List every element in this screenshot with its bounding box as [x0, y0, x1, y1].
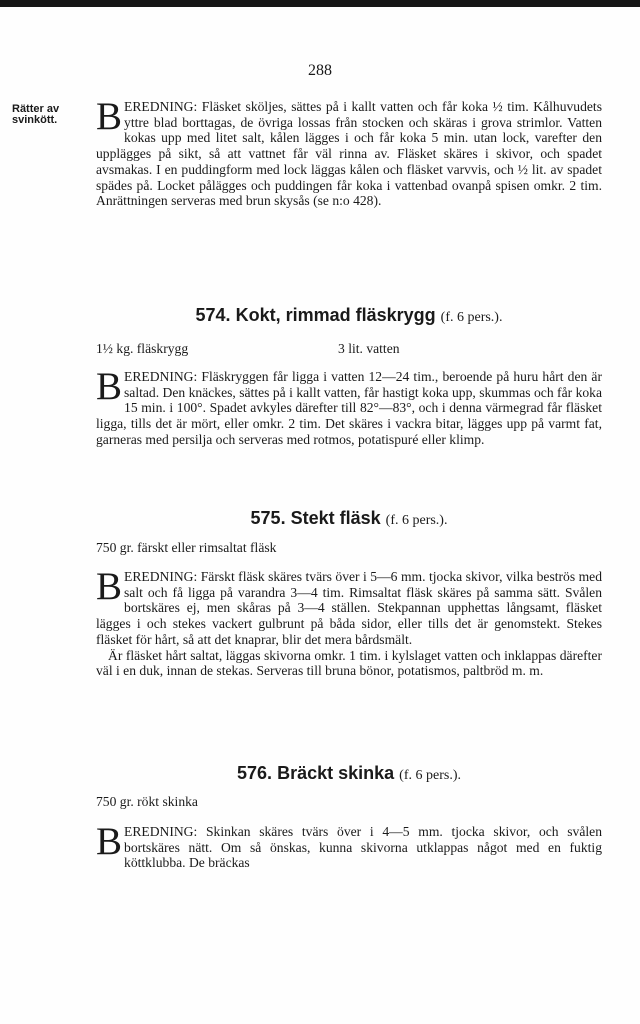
- recipe-576-method: [96, 820, 602, 871]
- recipe-number: 574.: [195, 305, 231, 325]
- recipe-serves: (f. 6 pers.).: [440, 310, 503, 325]
- recipe-575-heading: [96, 508, 602, 529]
- recipe-574-ingredient-2: 3 lit. vatten: [338, 341, 400, 356]
- recipe-574-text: EREDNING: Fläskryggen får ligga i vatten 12—24 tim., beroende på huru hårt den är saltad. Den knäckes, sättes på i kallt vatten, får hastigt koka upp, skummas och får koka 15 min. i 100°. Spadet avkyles därefter till 82°—83°, och i denna värmegrad får fläsket ligga, tills det är mört, eller omkr. 2 tim. Det skäres i vackra bitar, lägges upp på varmt fat, garneras med persilja och serveras med rotmos, potatispuré eller klimp.: [96, 369, 602, 447]
- dropcap: B: [96, 565, 123, 608]
- dropcap: B: [96, 95, 123, 138]
- recipe-574-heading: [96, 305, 602, 326]
- recipe-575-method: [96, 565, 602, 679]
- margin-note-line-1: Rätter av: [12, 103, 60, 115]
- recipe-title: Bräckt skinka: [277, 763, 395, 783]
- recipe-576-ingredient-1: 750 gr. rökt skinka: [96, 794, 198, 809]
- recipe-number: 576.: [237, 763, 273, 783]
- page-number: 288: [308, 62, 332, 79]
- recipe-serves: (f. 6 pers.).: [385, 513, 448, 528]
- recipe-title: Stekt fläsk: [290, 508, 381, 528]
- recipe-576-text: EREDNING: Skinkan skäres tvärs över i 4—5 mm. tjocka skivor, och svålen bortskäres nätt. Om så önskas, kunna skivorna utklappas något med en fuktig köttklubba. De bräckas: [124, 824, 602, 871]
- recipe-title: Kokt, rimmad fläskrygg: [235, 305, 436, 325]
- margin-note-line-2: svinkött.: [12, 114, 58, 126]
- recipe-serves: (f. 6 pers.).: [399, 768, 461, 783]
- recipe-575-text: EREDNING: Färskt fläsk skäres tvärs över i 5—6 mm. tjocka skivor, vilka beströs med salt och få ligga på varandra 3—4 tim. Rimsaltat fläsk skäres på samma sätt. Svålen bortskäres ej, men skåras på 3—4 ställen. Stekpannan upphettas långsamt, fläsket lägges i och stekes vackert gulbrunt på båda sidor, eller tills det är genomstekt. Stekes fläsket för hårt, så att det knaprar, blir det mera bårdsmält.: [96, 569, 602, 647]
- recipe-575-ingredient-1: 750 gr. färskt eller rimsaltat fläsk: [96, 540, 277, 555]
- intro-paragraph: [96, 95, 602, 209]
- dropcap: B: [96, 365, 123, 408]
- recipe-575-text-2: Är fläsket hårt saltat, läggas skivorna omkr. 1 tim. i kylslaget vatten och inklappas därefter väl i en duk, innan de stekas. Serveras till bruna bönor, potatismos, paltbröd m. m.: [96, 647, 602, 679]
- recipe-574-ingredient-1: 1½ kg. fläskrygg: [96, 341, 189, 356]
- dropcap: B: [96, 820, 123, 863]
- recipe-574-method: [96, 365, 602, 448]
- recipe-576-heading: [96, 763, 602, 784]
- margin-note: [12, 104, 97, 126]
- recipe-number: 575.: [250, 508, 286, 528]
- intro-text: EREDNING: Fläsket sköljes, sättes på i kallt vatten och får koka ½ tim. Kålhuvudets yttre blad borttagas, de övriga lossas från stocken och skäras i grova strimlor. Vatten kokas upp med litet salt, kålen lägges i och får koka 5 min. utan lock, varefter den upplägges på sikt, så att vattnet får väl rinna av. Fläsket skäres i skivor, och spadet avsmakas. I en puddingform med lock läggas kålen och fläsket varvvis, och ½ lit. av spadet spädes på. Locket pålägges och puddingen får koka i vattenbad ovanpå spisen omkr. 2 tim. Anrättningen serveras med brun skysås (se n:o 428).: [96, 99, 602, 209]
